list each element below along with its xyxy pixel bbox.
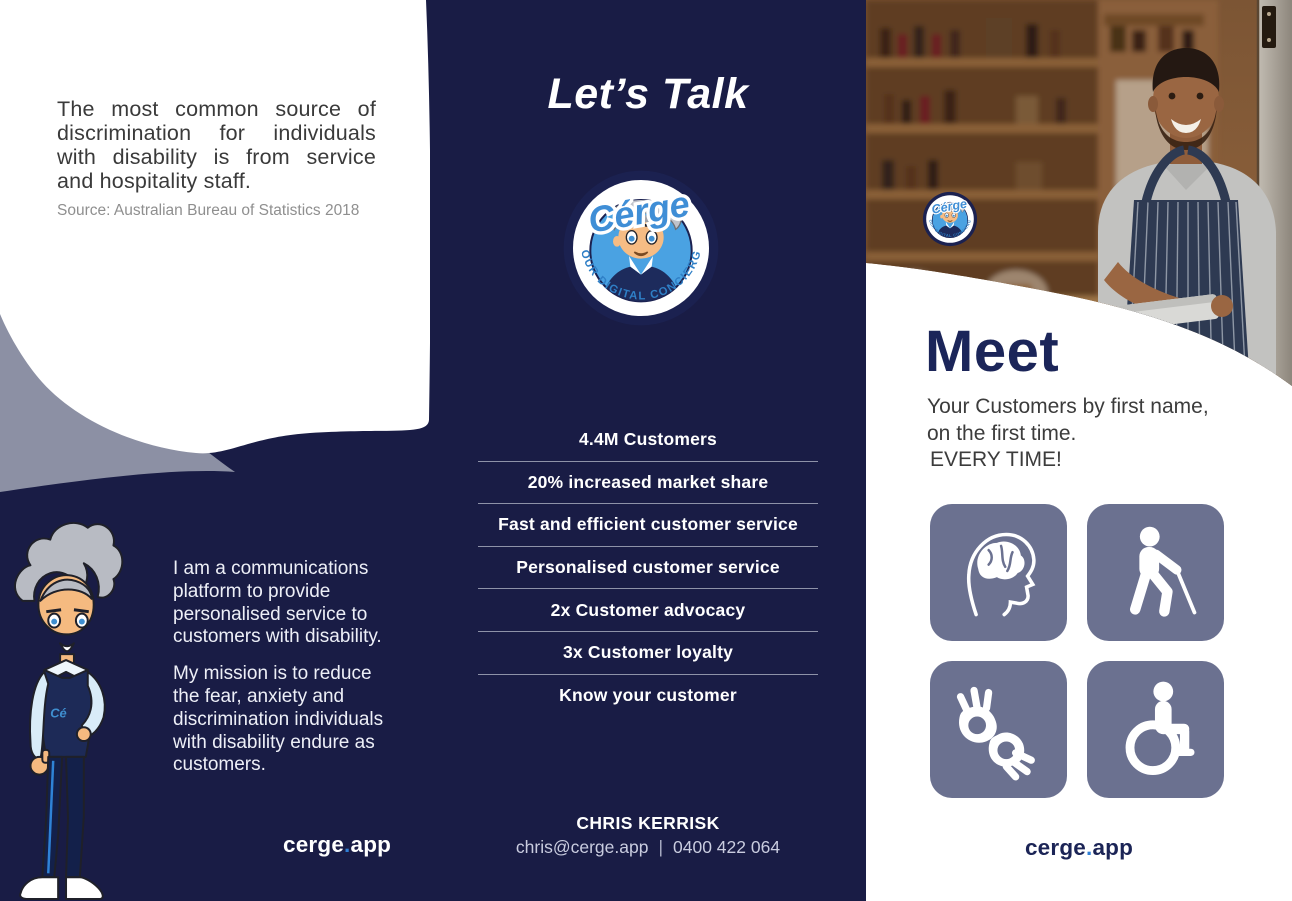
meet-subtitle	[927, 393, 1257, 448]
right-panel	[866, 0, 1292, 901]
cognitive-disability-icon	[930, 504, 1067, 641]
site-name: cerge	[283, 832, 345, 857]
meet-title: Meet	[925, 319, 1060, 384]
cerge-logo	[561, 168, 721, 328]
site-dot: .	[1085, 835, 1093, 860]
benefit-item: Fast and efficient customer service	[498, 514, 798, 535]
benefits-list	[478, 419, 818, 716]
headline-text: The most common source of discrimination for individuals with disability is from service and hospitality staff.	[57, 97, 376, 193]
mission-paragraph-1: I am a communications platform to provide personalised service to customers with disability.	[173, 558, 382, 648]
benefit-item: Personalised customer service	[516, 557, 780, 578]
every-time-text: EVERY TIME!	[930, 448, 1062, 471]
mascot-right-shoe	[66, 877, 103, 899]
cerge-badge-logo	[922, 191, 978, 247]
contact-details	[430, 837, 866, 858]
benefit-item: 20% increased market share	[527, 471, 769, 492]
contact-phone: 0400 422 064	[673, 837, 781, 857]
mission-paragraph-2: My mission is to reduce the fear, anxiety and discrimination individuals with disability endure as customers.	[173, 663, 384, 776]
mascot-right-hand	[77, 727, 91, 741]
vision-impairment-cane-icon	[1087, 504, 1224, 641]
white-curve-shape	[0, 0, 430, 453]
benefit-item: 3x Customer loyalty	[562, 642, 734, 663]
site-name: cerge	[1024, 835, 1086, 860]
site-tld: app	[350, 832, 392, 857]
contact-name: CHRIS KERRISK	[576, 813, 720, 833]
mascot-right-leg	[66, 757, 84, 877]
website-url-left	[283, 832, 391, 858]
contact-email: chris@cerge.app	[515, 837, 649, 857]
wheelchair-access-icon	[1087, 661, 1224, 798]
subtitle-line-1: Your Customers by first name,	[927, 395, 1209, 418]
accessibility-icon-grid	[930, 504, 1225, 798]
website-url-right	[866, 835, 1292, 861]
benefit-item: 2x Customer advocacy	[550, 599, 746, 620]
site-tld: app	[1092, 835, 1134, 860]
benefit-item: Know your customer	[559, 684, 737, 705]
mascot-character-illustration	[3, 510, 135, 900]
mission-text	[173, 558, 399, 791]
subtitle-line-2: on the first time.	[927, 422, 1077, 446]
lets-talk-title: Let’s Talk	[547, 70, 749, 118]
man-hand	[1211, 295, 1233, 317]
sign-language-icon	[930, 661, 1067, 798]
source-citation: Source: Australian Bureau of Statistics 2018	[57, 202, 360, 219]
benefit-item: 4.4M Customers	[579, 429, 717, 450]
mascot-left-shoe	[20, 877, 58, 899]
site-dot: .	[344, 832, 351, 857]
middle-panel	[430, 0, 866, 901]
mascot-monogram: Cé	[50, 705, 67, 721]
contact-separator: |	[658, 837, 664, 857]
left-panel	[0, 0, 430, 901]
